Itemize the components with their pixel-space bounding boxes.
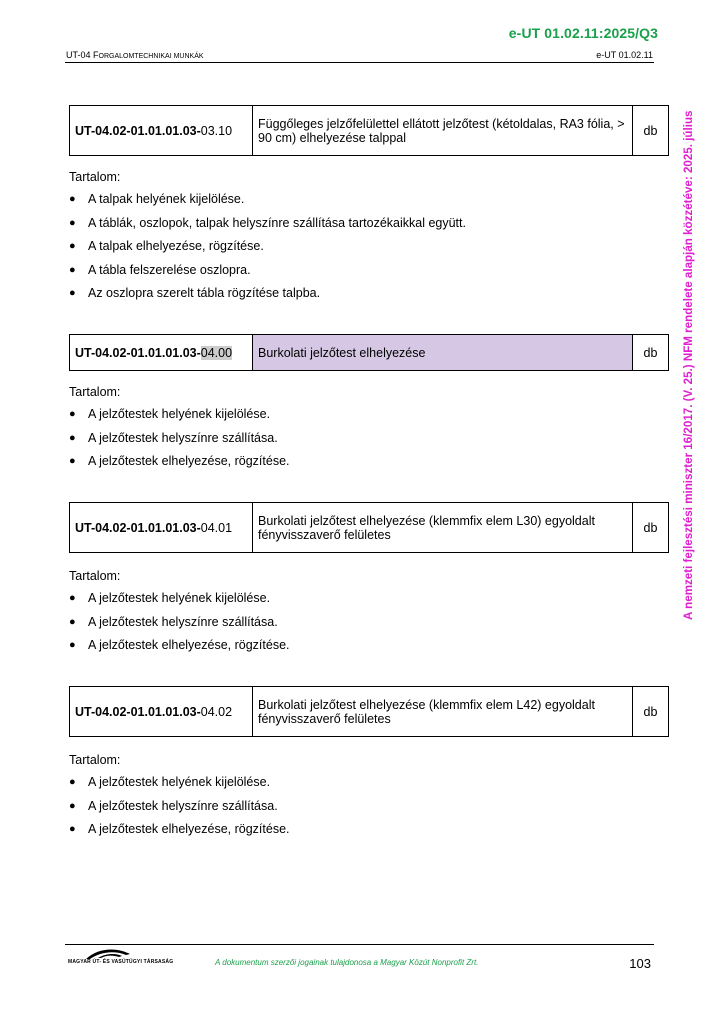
bullet-icon: ● [69,431,76,444]
list-item-text: A jelzőtestek elhelyezése, rögzítése. [88,822,290,836]
item-description: Függőleges jelzőfelülettel ellátott jelzőtest (kétoldalas, RA3 fólia, > 90 cm) elhelyezése talppal [253,106,633,156]
list-item-text: A jelzőtestek elhelyezése, rögzítése. [88,454,290,468]
item-code-suffix: 03.10 [200,123,233,138]
bullet-icon: ● [69,287,76,299]
item-description: Burkolati jelzőtest elhelyezése (klemmfix elem L42) egyoldalt fényvisszaverő felületes [253,687,633,737]
content-label: Tartalom: [69,569,121,583]
list-item [69,818,659,842]
document-code: e-UT 01.02.11:2025/Q3 [508,25,658,41]
footer-rule [65,944,654,945]
list-item [69,587,659,611]
item-code-cell [70,687,253,737]
bullet-icon: ● [69,216,76,229]
item-code-suffix: 04.02 [200,704,233,719]
item-description: Burkolati jelzőtest elhelyezése (klemmfix elem L30) egyoldalt fényvisszaverő felületes [253,503,633,553]
content-list [69,403,659,474]
item-code-bold: UT-04.02-01.01.01.03- [75,704,201,719]
list-item [69,634,659,658]
bullet-icon: ● [69,193,76,205]
list-item [69,611,659,635]
list-item [69,403,659,427]
item-content [69,168,659,306]
list-item-text: A jelzőtestek helyének kijelölése. [88,407,271,421]
item-table [69,334,669,371]
list-item [69,282,659,306]
item-code-suffix: 04.00 [200,345,233,360]
bullet-icon: ● [69,592,76,604]
item-content [69,383,659,474]
footer-copyright: A dokumentum szerzői jogainak tulajdonosa a Magyar Közút Nonprofit Zrt. [215,958,479,967]
list-item-text: A talpak elhelyezése, rögzítése. [88,239,264,253]
bullet-icon: ● [69,615,76,628]
item-table [69,686,669,737]
item-unit: db [633,687,669,737]
item-code-suffix: 04.01 [200,520,233,535]
page-number: 103 [629,956,651,971]
item-code-cell [70,335,253,371]
bullet-icon: ● [69,240,76,252]
item-unit: db [633,106,669,156]
list-item [69,450,659,474]
item-row [70,687,669,737]
list-item-text: A tábla felszerelése oszlopra. [88,262,251,277]
list-item [69,795,659,819]
list-item [69,259,659,283]
content-label: Tartalom: [69,170,121,184]
section-header [66,50,204,60]
bullet-icon: ● [69,639,76,651]
item-unit: db [633,335,669,371]
list-item-text: A jelzőtestek elhelyezése, rögzítése. [88,638,290,652]
item-row [70,503,669,553]
list-item-text: A jelzőtestek helyszínre szállítása. [88,430,278,445]
bullet-icon: ● [69,823,76,835]
bullet-icon: ● [69,776,76,788]
item-unit: db [633,503,669,553]
running-code: e-UT 01.02.11 [596,50,653,60]
item-row [70,335,669,371]
list-item-text: A jelzőtestek helyszínre szállítása. [88,614,278,629]
bullet-icon: ● [69,263,76,276]
item-table [69,502,669,553]
header-rule [65,62,654,63]
list-item [69,427,659,451]
list-item [69,212,659,236]
list-item [69,771,659,795]
logo-swoosh-inner [98,954,122,958]
section-prefix: UT-04 F [66,50,99,60]
content-label: Tartalom: [69,753,121,767]
side-note-text: A nemzeti fejlesztési miniszter 16/2017. (V. 25.) NFM rendelete alapján közzétéve: 2025. július [682,110,695,620]
list-item [69,235,659,259]
item-code-bold: UT-04.02-01.01.01.03- [75,345,201,360]
content-label: Tartalom: [69,385,121,399]
item-description: Burkolati jelzőtest elhelyezése [253,335,633,371]
bullet-icon: ● [69,455,76,467]
list-item [69,188,659,212]
bullet-icon: ● [69,799,76,812]
item-content [69,567,659,658]
list-item-text: A jelzőtestek helyének kijelölése. [88,591,271,605]
section-title-smallcaps: ORGALOMTECHNIKAI MUNKÁK [98,53,204,60]
list-item-text: A táblák, oszlopok, talpak helyszínre szállítása tartozékaikkal együtt. [88,215,466,230]
logo-swoosh [86,950,130,959]
item-content [69,751,659,842]
content-list [69,771,659,842]
content-list [69,188,659,306]
item-code-cell [70,106,253,156]
society-logo-text: MAGYAR ÚT- ÉS VASÚTÜGYI TÁRSASÁG [68,959,174,965]
list-item-text: A jelzőtestek helyének kijelölése. [88,775,271,789]
bullet-icon: ● [69,408,76,420]
list-item-text: Az oszlopra szerelt tábla rögzítése talpba. [88,286,321,300]
item-code-bold: UT-04.02-01.01.01.03- [75,520,201,535]
content-list [69,587,659,658]
item-row [70,106,669,156]
item-table [69,105,669,156]
list-item-text: A talpak helyének kijelölése. [88,192,245,206]
item-code-bold: UT-04.02-01.01.01.03- [75,123,201,138]
item-code-cell [70,503,253,553]
list-item-text: A jelzőtestek helyszínre szállítása. [88,798,278,813]
